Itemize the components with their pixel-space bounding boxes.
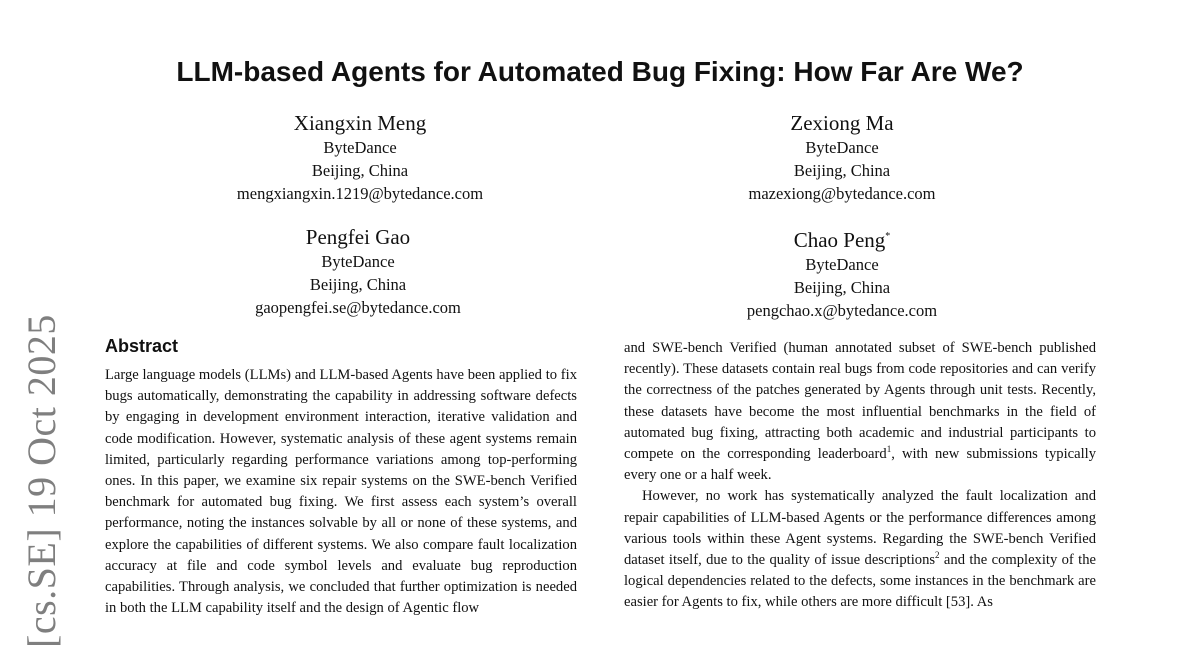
author-email: pengchao.x@bytedance.com (746, 301, 938, 320)
body-paragraph-1 (624, 338, 1096, 486)
footnote-marker: 1 (886, 444, 892, 455)
paragraph-text: , with new submissions typically every one or a half week. (624, 446, 1096, 484)
author-affiliation: ByteDance (321, 252, 395, 271)
author-name: Chao Peng (793, 228, 886, 252)
footnote-marker: 2 (935, 550, 940, 561)
author-block-1 (150, 110, 570, 205)
arxiv-identifier: [cs.SE] 19 Oct 2025 (19, 314, 64, 648)
author-affiliation: ByteDance (323, 138, 397, 157)
author-location: Beijing, China (793, 161, 891, 180)
author-block-3 (148, 224, 568, 319)
right-column (624, 338, 1096, 614)
author-block-2 (632, 110, 1052, 205)
paragraph-text: and SWE-bench Verified (human annotated subset of SWE-bench published recently). These datasets contain real bugs from code repositories and can verify the correctness of the patches generated by Agents through unit tests. Recently, these datasets have become the most influential benchmarks in the field of automated bug fixing, attracting both academic and industrial participants to compete on the corresponding leaderboard (624, 340, 1096, 463)
abstract-column (105, 365, 577, 619)
author-name: Zexiong Ma (790, 111, 894, 135)
abstract-paragraph: Large language models (LLMs) and LLM-based Agents have been applied to fix bugs automatically, demonstrating the capability in addressing software defects by engaging in development environment interaction, iterative validation and code modification. However, systematic analysis of these agent systems remain limited, particularly regarding performance variations among top-performing ones. In this paper, we examine six repair systems on the SWE-bench Verified benchmark for automated bug fixing. We first assess each system’s overall performance, noting the instances solvable by all or none of these systems, and explore the capabilities of different systems. We also compare fault localization accuracy at file and code symbol levels and evaluate bug reproduction capabilities. Through analysis, we concluded that further optimization is needed in both the LLM capability itself and the design of Agentic flow (105, 367, 577, 617)
paragraph-text: However, no work has systematically analyzed the fault localization and repair capabilities of LLM-based Agents or the performance differences among various tools within these Agent systems. Regarding the SWE-bench Verified dataset itself, due to the quality of issue descriptions (624, 488, 1096, 569)
author-email: mazexiong@bytedance.com (748, 184, 936, 203)
corresponding-author-mark: * (885, 231, 891, 242)
author-name: Pengfei Gao (305, 225, 411, 249)
author-email: gaopengfei.se@bytedance.com (255, 298, 461, 317)
abstract-heading: Abstract (105, 336, 179, 356)
author-email: mengxiangxin.1219@bytedance.com (236, 184, 484, 203)
author-name: Xiangxin Meng (293, 111, 427, 135)
paper-title: LLM-based Agents for Automated Bug Fixing: How Far Are We? (176, 56, 1024, 87)
author-affiliation: ByteDance (805, 138, 879, 157)
body-paragraph-2 (624, 486, 1096, 613)
author-block-4 (632, 224, 1052, 322)
author-location: Beijing, China (793, 278, 891, 297)
paragraph-text: and the complexity of the logical dependencies related to the defects, some instances in the benchmark are easier for Agents to fix, while others are more difficult [53]. As (624, 552, 1096, 611)
author-location: Beijing, China (311, 161, 409, 180)
author-affiliation: ByteDance (805, 255, 879, 274)
author-location: Beijing, China (309, 275, 407, 294)
author-name-block (632, 224, 1052, 253)
